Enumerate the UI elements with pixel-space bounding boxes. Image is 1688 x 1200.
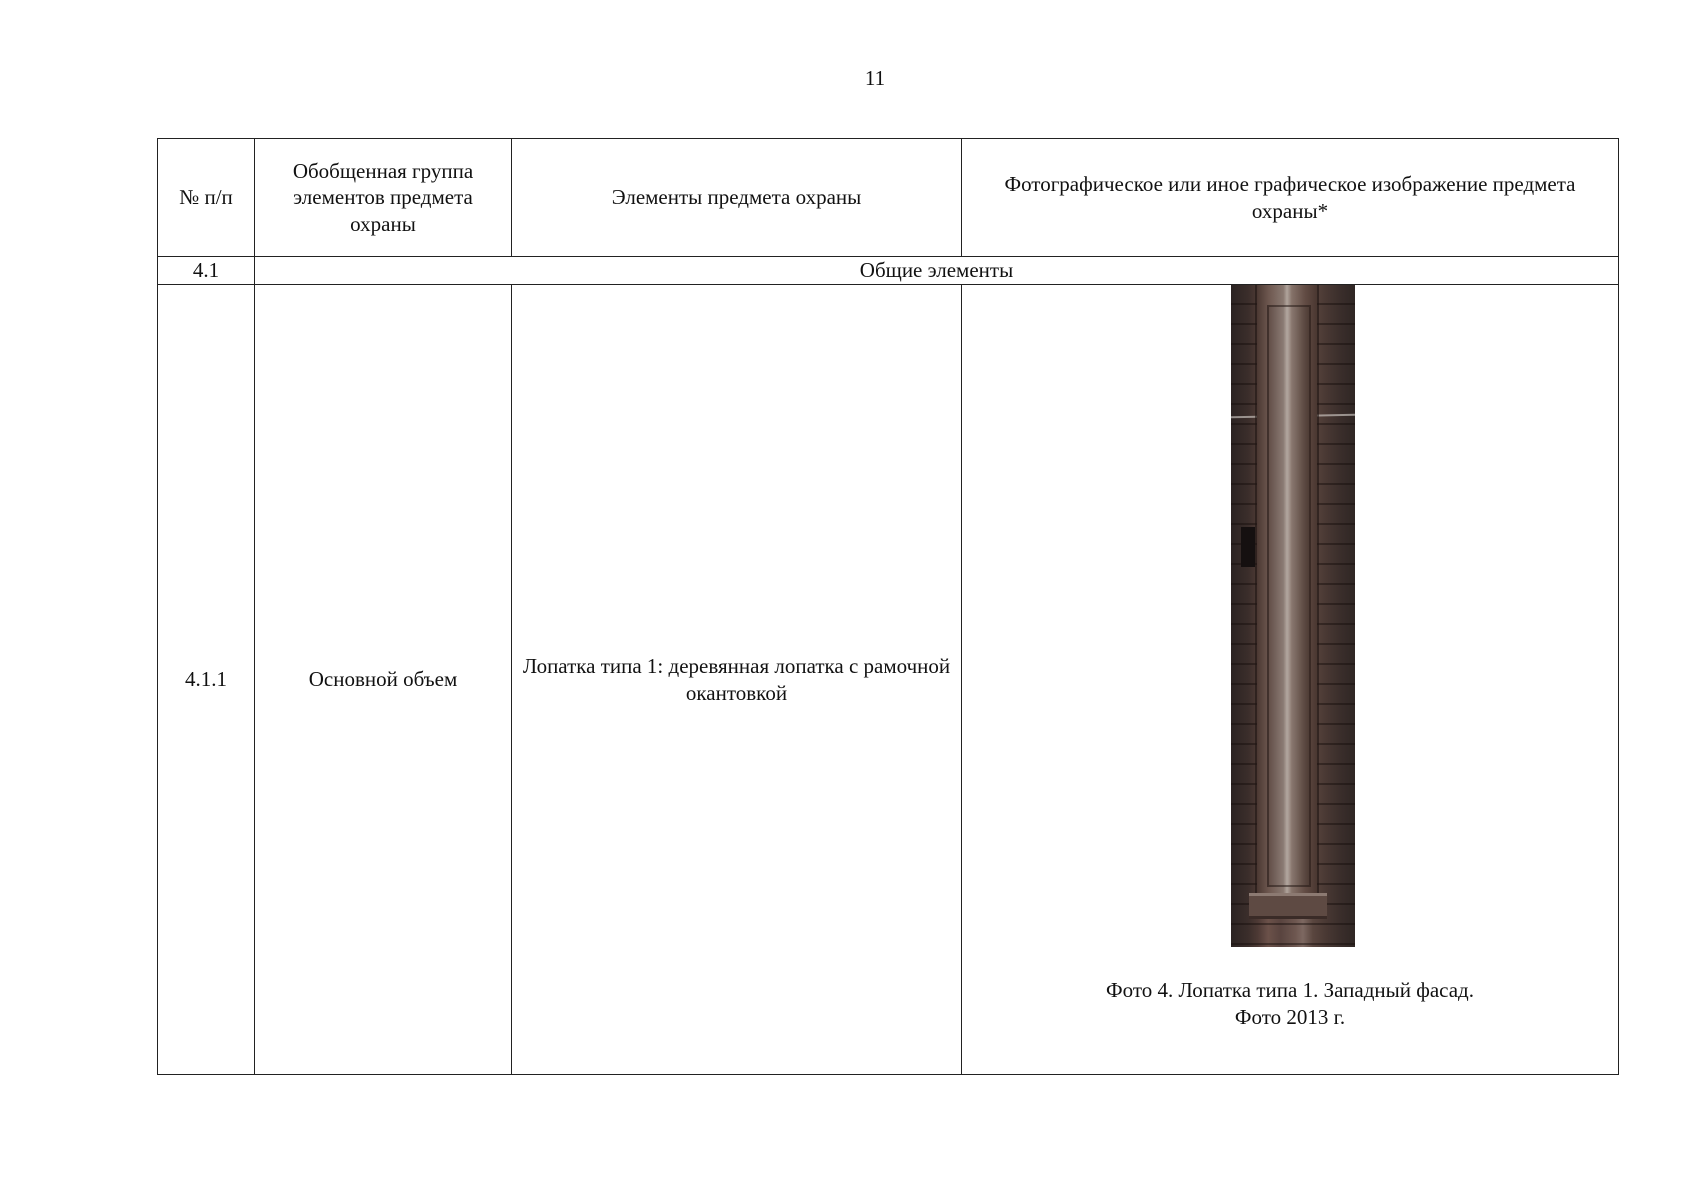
pilaster-photo	[1231, 285, 1355, 947]
protection-items-table	[157, 138, 1619, 1075]
photo-pilaster-base	[1249, 893, 1327, 919]
row-group: Основной объем	[255, 285, 512, 1075]
photo-shadow	[1241, 527, 1255, 567]
section-number: 4.1	[158, 257, 255, 285]
header-group: Обобщенная группа элементов предмета охраны	[255, 139, 512, 257]
row-number: 4.1.1	[158, 285, 255, 1075]
section-row	[158, 257, 1619, 285]
photo-pilaster-frame	[1267, 305, 1311, 887]
row-element: Лопатка типа 1: деревянная лопатка с рамочной окантовкой	[512, 285, 962, 1075]
header-number: № п/п	[158, 139, 255, 257]
photo-caption	[962, 977, 1618, 1032]
photo-caption-line-2: Фото 2013 г.	[1234, 1005, 1346, 1030]
table-row	[158, 285, 1619, 1075]
table-header-row	[158, 139, 1619, 257]
page-number: 11	[864, 66, 886, 90]
photo-caption-line-1: Фото 4. Лопатка типа 1. Западный фасад.	[1106, 978, 1474, 1002]
header-elements: Элементы предмета охраны	[512, 139, 962, 257]
row-photo-cell	[962, 285, 1619, 1075]
header-photo: Фотографическое или иное графическое изображение предмета охраны*	[962, 139, 1619, 257]
section-title: Общие элементы	[255, 257, 1619, 285]
